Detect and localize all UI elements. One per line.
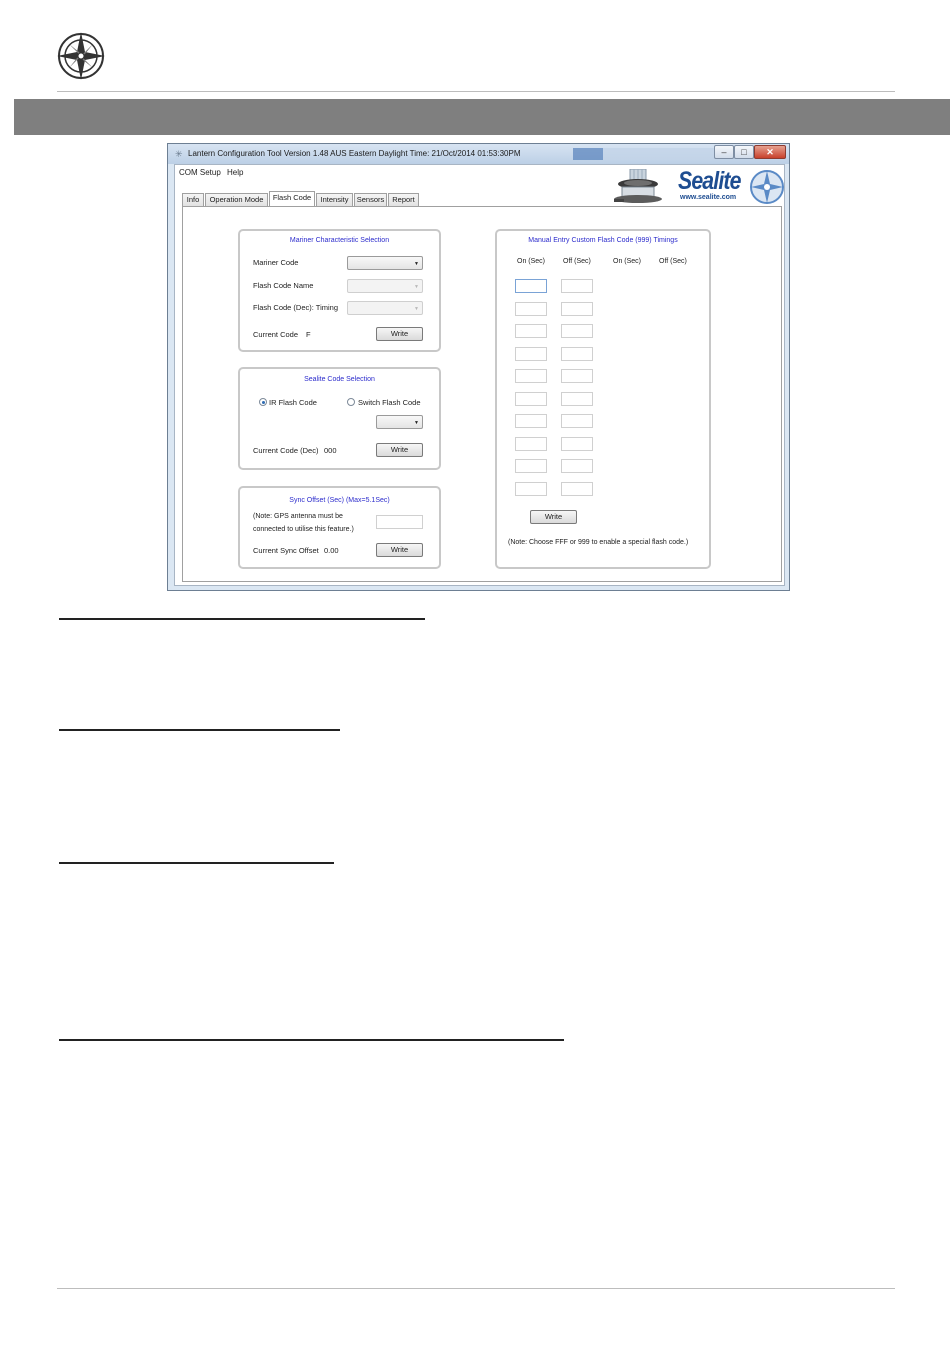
flash-code-name-label: Flash Code Name <box>253 281 314 290</box>
switch-flash-label: Switch Flash Code <box>358 398 421 407</box>
menu-help[interactable]: Help <box>227 168 244 177</box>
mariner-code-select[interactable] <box>347 256 423 270</box>
off-sec-input-4[interactable] <box>561 347 593 361</box>
footer-rule <box>57 1288 895 1289</box>
on-sec-input-7[interactable] <box>515 414 547 428</box>
dropdown-arrow-icon: ▼ <box>414 306 419 312</box>
header-rule <box>57 91 895 92</box>
section-heading-rule-3 <box>59 862 334 864</box>
flash-timing-label: Flash Code (Dec): Timing <box>253 303 339 312</box>
off-sec-input-7[interactable] <box>561 414 593 428</box>
section-heading-rule-4 <box>59 1039 564 1041</box>
manual-entry-group <box>495 229 711 569</box>
manual-entry-note: (Note: Choose FFF or 999 to enable a special flash code.) <box>508 539 689 546</box>
off-sec-input-5[interactable] <box>561 369 593 383</box>
sealite-current-code-value: 000 <box>324 446 337 455</box>
tab-operation-mode[interactable]: Operation Mode <box>205 193 268 206</box>
taskbar-ghost <box>573 148 723 160</box>
sealite-group <box>238 367 441 470</box>
switch-flash-radio[interactable] <box>347 398 355 406</box>
on-sec-input-9[interactable] <box>515 459 547 473</box>
manual-entry-title: Manual Entry Custom Flash Code (999) Timings <box>528 237 678 244</box>
window-title: Lantern Configuration Tool Version 1.48 AUS Eastern Daylight Time: 21/Oct/2014 01:53:30PM <box>188 149 521 158</box>
on-sec-input-10[interactable] <box>515 482 547 496</box>
off-sec-input-8[interactable] <box>561 437 593 451</box>
manual-write-button[interactable]: Write <box>530 510 577 524</box>
mariner-code-label: Mariner Code <box>253 258 299 267</box>
current-code-value: F <box>306 330 311 339</box>
off-sec-input-10[interactable] <box>561 482 593 496</box>
sealite-rose-icon <box>749 169 785 205</box>
off-sec-input-1[interactable] <box>561 279 593 293</box>
close-button[interactable]: ✕ <box>754 145 786 159</box>
lantern-product-icon <box>612 169 667 205</box>
col-header-on-2: On (Sec) <box>613 258 642 265</box>
ir-flash-radio[interactable] <box>259 398 267 406</box>
col-header-off-2: Off (Sec) <box>659 258 687 265</box>
off-sec-input-9[interactable] <box>561 459 593 473</box>
off-sec-input-6[interactable] <box>561 392 593 406</box>
title-bar <box>168 144 789 164</box>
brand-name: Sealite <box>678 167 741 195</box>
section-heading-rule-2 <box>59 729 340 731</box>
dropdown-arrow-icon: ▼ <box>414 261 419 267</box>
on-sec-input-5[interactable] <box>515 369 547 383</box>
mariner-group-title: Mariner Characteristic Selection <box>289 237 390 244</box>
off-sec-input-3[interactable] <box>561 324 593 338</box>
app-window <box>167 143 790 591</box>
sync-note-line1: (Note: GPS antenna must be <box>253 513 343 520</box>
col-header-off-1: Off (Sec) <box>563 258 591 265</box>
sync-current-label: Current Sync Offset <box>253 546 319 555</box>
mariner-write-button[interactable]: Write <box>376 327 423 341</box>
tab-info[interactable]: Info <box>182 193 204 206</box>
tab-intensity[interactable]: Intensity <box>316 193 353 206</box>
sync-offset-title: Sync Offset (Sec) (Max=5.1Sec) <box>289 497 390 504</box>
tab-report[interactable]: Report <box>388 193 419 206</box>
sealite-code-select[interactable] <box>376 415 423 429</box>
flash-timing-select[interactable] <box>347 301 423 315</box>
sync-offset-input[interactable] <box>376 515 423 529</box>
on-sec-input-3[interactable] <box>515 324 547 338</box>
maximize-button[interactable]: □ <box>734 145 754 159</box>
compass-rose-logo-icon <box>55 30 107 82</box>
sealite-group-title: Sealite Code Selection <box>304 376 375 383</box>
mariner-group <box>238 229 441 352</box>
flash-code-pane <box>182 206 782 582</box>
brand-url: www.sealite.com <box>680 194 737 201</box>
current-code-label: Current Code <box>253 330 299 339</box>
off-sec-input-2[interactable] <box>561 302 593 316</box>
on-sec-input-4[interactable] <box>515 347 547 361</box>
sync-note-line2: connected to utilise this feature.) <box>253 526 354 533</box>
on-sec-input-2[interactable] <box>515 302 547 316</box>
sync-write-button[interactable]: Write <box>376 543 423 557</box>
section-heading-rule-1 <box>59 618 425 620</box>
dropdown-arrow-icon: ▼ <box>414 284 419 290</box>
on-sec-input-6[interactable] <box>515 392 547 406</box>
ir-flash-label: IR Flash Code <box>269 398 317 407</box>
client-area <box>174 164 785 586</box>
section-banner <box>14 99 950 135</box>
on-sec-input-8[interactable] <box>515 437 547 451</box>
sync-current-value: 0.00 <box>324 546 339 555</box>
sealite-brand <box>612 167 784 207</box>
flash-code-name-select[interactable] <box>347 279 423 293</box>
col-header-on-1: On (Sec) <box>517 258 546 265</box>
sealite-write-button[interactable]: Write <box>376 443 423 457</box>
tab-flash-code[interactable]: Flash Code <box>269 191 315 206</box>
on-sec-input-1[interactable] <box>515 279 547 293</box>
sync-offset-group <box>238 486 441 569</box>
app-icon: ✳ <box>175 149 183 159</box>
dropdown-arrow-icon: ▼ <box>414 420 419 426</box>
tab-sensors[interactable]: Sensors <box>354 193 387 206</box>
menu-com-setup[interactable]: COM Setup <box>179 168 221 177</box>
minimize-button[interactable]: – <box>714 145 734 159</box>
sealite-current-code-label: Current Code (Dec) <box>253 446 319 455</box>
